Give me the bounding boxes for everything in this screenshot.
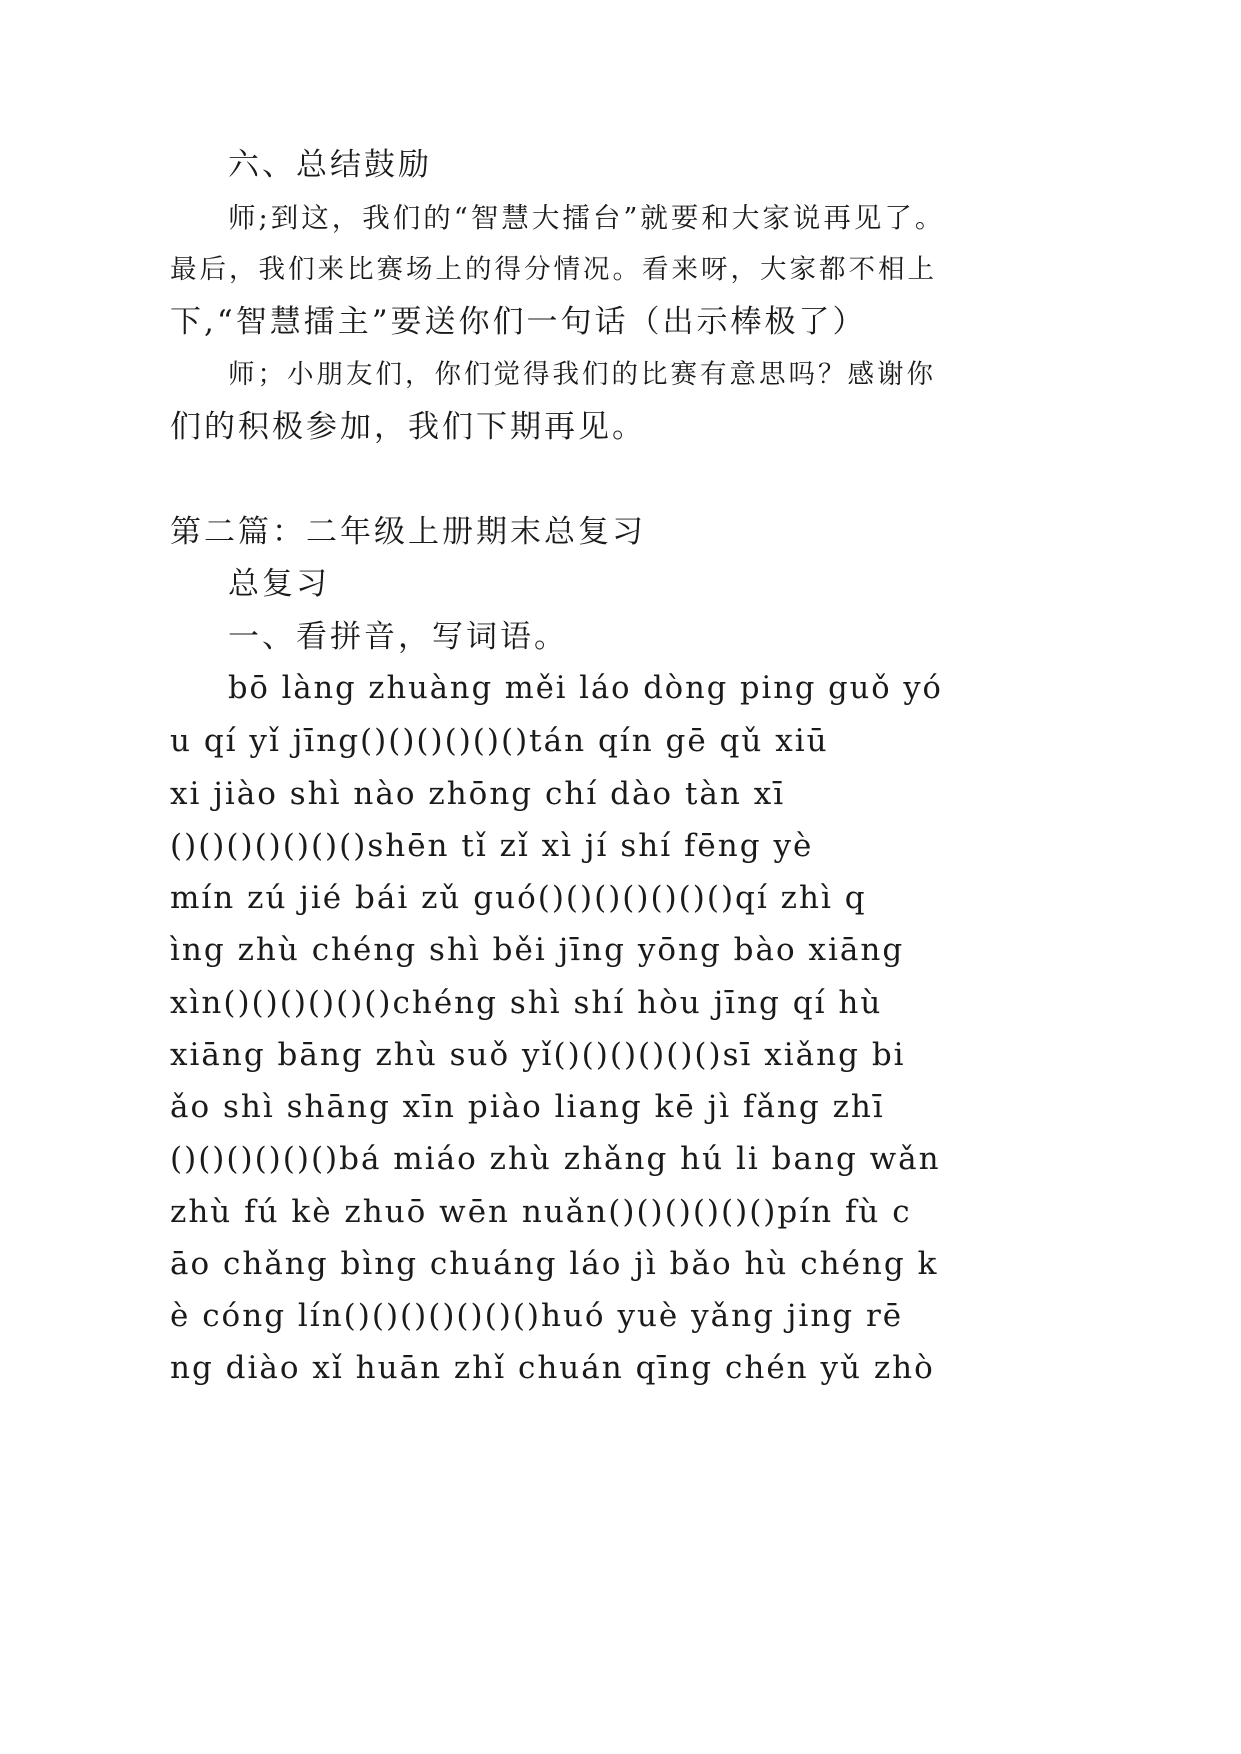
paragraph-line: 师；小朋友们，你们觉得我们的比赛有意思吗？感谢你 [228,359,936,390]
section-heading: 六、总结鼓励 [228,147,432,183]
pinyin-line: ()()()()()()()shēn tǐ zǐ xì jí shí fēng yè [170,828,814,864]
pinyin-line: ìng zhù chéng shì běi jīng yōng bào xiāng [170,932,905,968]
paragraph-line: 下,“智慧擂主”要送你们一句话（出示棒极了） [170,304,867,340]
pinyin-line: xìn()()()()()()chéng shì shí hòu jīng qí hù [170,985,883,1021]
pinyin-line: ()()()()()()bá miáo zhù zhǎng hú li bang wǎn [170,1141,941,1177]
chapter-title: 第二篇：二年级上册期末总复习 [170,514,646,550]
paragraph-line: 们的积极参加，我们下期再见。 [170,409,646,445]
pinyin-line: u qí yǐ jīng()()()()()()tán qín gē qǔ xiū [170,723,829,759]
chapter-subtitle: 总复习 [228,566,330,602]
pinyin-line: mín zú jié bái zǔ guó()()()()()()()qí zhì q [170,880,867,916]
pinyin-line: è cóng lín()()()()()()()huó yuè yǎng jing rē [170,1298,904,1334]
pinyin-line: āo chǎng bìng chuáng láo jì bǎo hù chéng k [170,1246,939,1282]
paragraph-line: 师;到这，我们的“智慧大擂台”就要和大家说再见了。 [228,202,946,234]
pinyin-line: bō làng zhuàng měi láo dòng ping guǒ yó [228,671,943,706]
pinyin-line: ng diào xǐ huān zhǐ chuán qīng chén yǔ zhò [170,1350,935,1386]
pinyin-line: zhù fú kè zhuō wēn nuǎn()()()()()()pín fù c [170,1194,912,1230]
paragraph-line: 最后，我们来比赛场上的得分情况。看来呀，大家都不相上 [170,254,937,285]
pinyin-line: xi jiào shì nào zhōng chí dào tàn xī [170,776,786,812]
pinyin-line: xiāng bāng zhù suǒ yǐ()()()()()()sī xiǎng bi [170,1037,906,1073]
exercise-heading: 一、看拼音，写词语。 [228,619,568,655]
pinyin-line: ǎo shì shāng xīn piào liang kē jì fǎng zhī [170,1089,885,1125]
